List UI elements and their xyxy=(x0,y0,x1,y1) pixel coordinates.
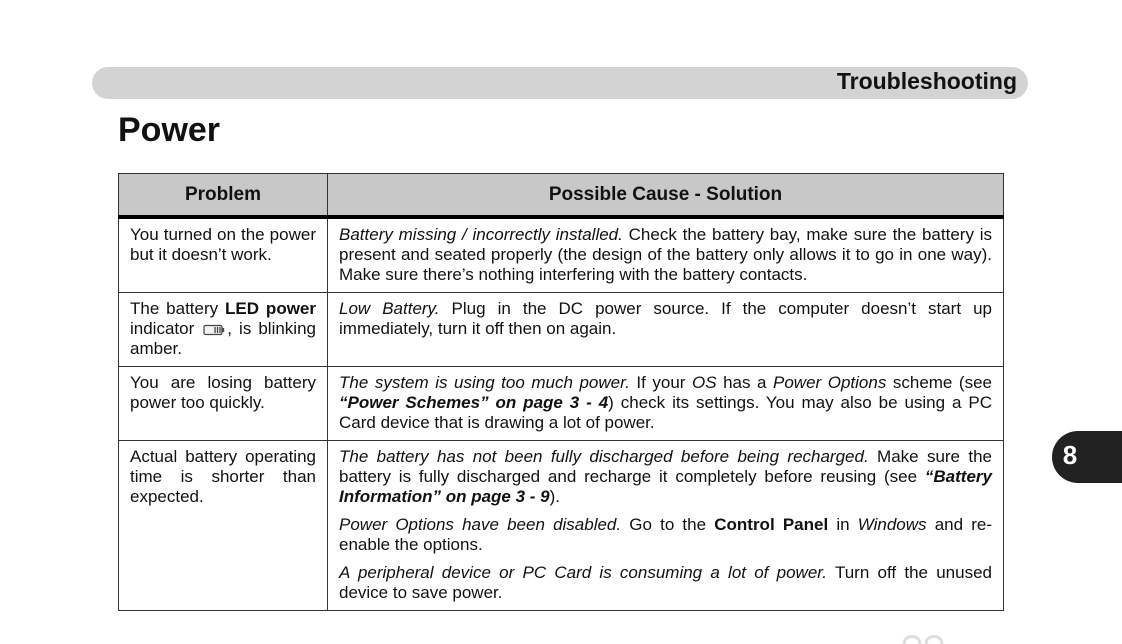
column-header-problem: Problem xyxy=(119,174,328,218)
partial-logo-mark xyxy=(900,630,948,644)
cause-text: Power Options have been disabled. xyxy=(339,515,622,534)
solution-cell xyxy=(328,293,1004,367)
text-run: scheme (see xyxy=(886,373,992,392)
text-run: , is blinking amber. xyxy=(130,319,316,358)
table-row xyxy=(119,217,1004,293)
table-row xyxy=(119,441,1004,611)
text-run: If your xyxy=(629,373,692,392)
cause-text: Low Battery. xyxy=(339,299,440,318)
table-body xyxy=(119,217,1004,611)
text-run: has a xyxy=(716,373,774,392)
cause-text: Power Options xyxy=(773,373,887,392)
problem-cell xyxy=(119,367,328,441)
troubleshooting-table xyxy=(118,173,1004,611)
problem-cell xyxy=(119,217,328,293)
text-run: indicator xyxy=(130,319,202,338)
section-title: Troubleshooting xyxy=(836,68,1017,94)
column-header-solution: Possible Cause - Solution xyxy=(328,174,1004,218)
table-row xyxy=(119,367,1004,441)
solution-paragraph xyxy=(339,299,992,339)
text-run: You are losing battery power too quickly. xyxy=(130,373,316,412)
cause-text: The battery has not been fully discharged before being recharged. xyxy=(339,447,869,466)
text-run: and re-enable the options. xyxy=(339,515,992,554)
chapter-number: 8 xyxy=(1062,440,1078,470)
solution-paragraph xyxy=(339,373,992,433)
section-header-bar xyxy=(92,67,1028,99)
solution-paragraph xyxy=(339,447,992,507)
solution-paragraph xyxy=(339,225,992,285)
battery-led-icon xyxy=(203,324,225,336)
emphasis-bold: Control Panel xyxy=(714,515,829,534)
problem-cell xyxy=(119,441,328,611)
text-run: Plug in the DC power source. If the computer doesn’t start up immediately, turn it off then on again. xyxy=(339,299,992,338)
text-run: ). xyxy=(549,487,561,506)
cross-reference: “Battery Information” on page 3 - 9 xyxy=(339,467,992,506)
chapter-tab xyxy=(1052,431,1122,483)
text-run: ) check its settings. You may also be using a PC Card device that is drawing a lot of power. xyxy=(339,393,992,432)
cause-text: Windows xyxy=(857,515,927,534)
table-header-row xyxy=(119,174,1004,218)
solution-cell xyxy=(328,367,1004,441)
cause-text: A peripheral device or PC Card is consuming a lot of power. xyxy=(339,563,828,582)
solution-paragraph xyxy=(339,563,992,603)
text-run: You turned on the power but it doesn’t work. xyxy=(130,225,316,264)
text-run: The battery xyxy=(130,299,226,318)
text-run: Check the battery bay, make sure the battery is present and seated properly (the design of the battery only allows it to go in one way). Make sure there’s nothing interfering with the battery contacts. xyxy=(339,225,992,284)
cross-reference: “Power Schemes” on page 3 - 4 xyxy=(339,393,609,412)
cause-text: The system is using too much power. xyxy=(339,373,630,392)
text-run: Turn off the unused device to save power. xyxy=(339,563,992,602)
page-title: Power xyxy=(118,111,221,149)
cause-text: Battery missing / incorrectly installed. xyxy=(339,225,623,244)
text-run: Make sure the battery is fully discharged and recharge it completely before reusing (see xyxy=(339,447,992,486)
solution-paragraph xyxy=(339,515,992,555)
text-run: Actual battery operating time is shorter than expected. xyxy=(130,447,316,506)
solution-cell xyxy=(328,441,1004,611)
text-run: in xyxy=(828,515,858,534)
text-run: Go to the xyxy=(621,515,715,534)
problem-cell xyxy=(119,293,328,367)
cause-text: OS xyxy=(691,373,717,392)
emphasis-bold: LED power xyxy=(225,299,316,318)
solution-cell xyxy=(328,217,1004,293)
table-row xyxy=(119,293,1004,367)
